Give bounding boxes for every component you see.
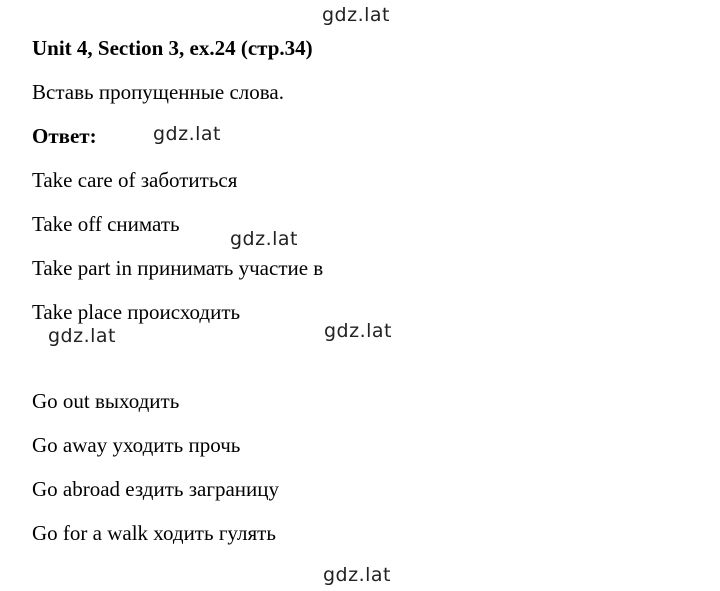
answer-line: Take part in принимать участие в <box>32 256 324 280</box>
watermark: gdz.lat <box>323 564 392 586</box>
watermark: gdz.lat <box>153 123 222 145</box>
watermark: gdz.lat <box>230 228 299 250</box>
watermark: gdz.lat <box>48 325 117 347</box>
answer-line: Take off снимать <box>32 212 180 236</box>
answer-line: Take place происходить <box>32 300 241 324</box>
answer-line: Go away уходить прочь <box>32 433 241 457</box>
answer-line: Go for a walk ходить гулять <box>32 521 276 545</box>
watermark: gdz.lat <box>322 4 391 26</box>
answer-line: Take care of заботиться <box>32 168 238 192</box>
answer-label: Ответ: <box>32 124 97 148</box>
answer-line: Go out выходить <box>32 389 180 413</box>
watermark: gdz.lat <box>324 320 393 342</box>
page-title: Unit 4, Section 3, ex.24 (стр.34) <box>32 36 313 60</box>
instruction-text: Вставь пропущенные слова. <box>32 80 284 104</box>
answer-line: Go abroad ездить заграницу <box>32 477 279 501</box>
